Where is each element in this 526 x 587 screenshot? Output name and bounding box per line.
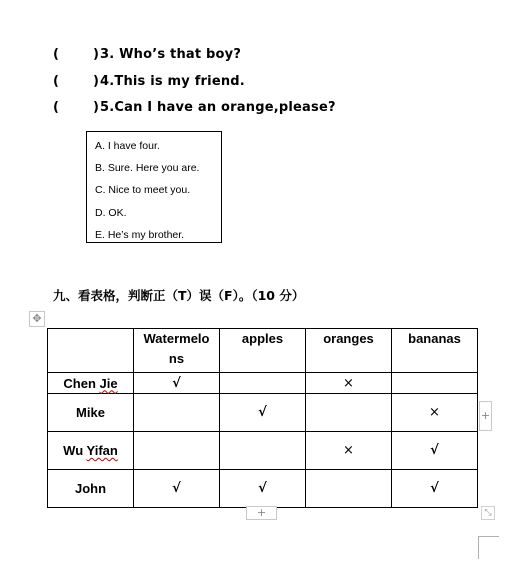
question-text: 3. Who’s that boy? xyxy=(100,47,242,62)
table-row xyxy=(48,373,478,394)
answer-paren-open: ( xyxy=(53,74,60,89)
answer-paren-open: ( xyxy=(53,100,60,115)
row-name xyxy=(63,376,117,391)
table-cell[interactable]: √ xyxy=(392,470,478,508)
table-cell[interactable] xyxy=(306,394,392,432)
option-a: A. I have four. xyxy=(95,140,160,152)
table-cell[interactable]: × xyxy=(392,394,478,432)
table-cell[interactable] xyxy=(392,373,478,394)
table-cell[interactable] xyxy=(306,470,392,508)
options-box xyxy=(86,131,222,243)
table-row xyxy=(48,432,478,470)
table-row xyxy=(48,470,478,508)
table-header-row xyxy=(48,329,478,373)
add-column-button[interactable]: + xyxy=(479,401,492,431)
answer-paren-close: ) xyxy=(93,74,100,89)
judgement-table xyxy=(47,328,478,508)
table-resize-icon[interactable]: ⤡ xyxy=(481,506,495,520)
add-row-button[interactable]: + xyxy=(246,506,277,520)
row-name-cell[interactable] xyxy=(48,394,134,432)
table-cell[interactable] xyxy=(220,432,306,470)
answer-paren-open: ( xyxy=(53,47,60,62)
table-cell[interactable] xyxy=(220,373,306,394)
table-cell[interactable]: √ xyxy=(220,470,306,508)
row-name: John xyxy=(74,481,107,496)
row-name xyxy=(63,443,118,458)
row-name-cell[interactable] xyxy=(48,432,134,470)
table-row xyxy=(48,394,478,432)
question-text: 4.This is my friend. xyxy=(100,74,245,89)
answer-paren-close: ) xyxy=(93,47,100,62)
row-name-first: Chen xyxy=(63,375,100,391)
table-cell[interactable]: √ xyxy=(392,432,478,470)
row-name-cell[interactable] xyxy=(48,470,134,508)
table-move-handle-icon[interactable]: ✥ xyxy=(29,311,45,327)
table-cell[interactable] xyxy=(134,432,220,470)
table-cell[interactable]: √ xyxy=(134,373,220,394)
row-name-spellcheck: Jie xyxy=(99,375,118,391)
option-b: B. Sure. Here you are. xyxy=(95,162,200,174)
table-cell[interactable]: × xyxy=(306,373,392,394)
page-corner-marker xyxy=(478,536,499,559)
header-cell-bananas[interactable]: bananas xyxy=(392,329,478,373)
row-name: Mike xyxy=(76,405,105,420)
header-cell-apples[interactable]: apples xyxy=(220,329,306,373)
table-cell[interactable]: √ xyxy=(134,470,220,508)
row-name-cell[interactable] xyxy=(48,373,134,394)
option-c: C. Nice to meet you. xyxy=(95,184,191,196)
option-d: D. OK. xyxy=(95,207,127,219)
table-cell[interactable]: √ xyxy=(220,394,306,432)
header-cell-watermelons[interactable]: Watermelo ns xyxy=(134,329,220,373)
row-name-spellcheck: Yifan xyxy=(86,443,118,458)
header-cell-oranges[interactable]: oranges xyxy=(306,329,392,373)
answer-paren-close: ) xyxy=(93,100,100,115)
section-heading: 九、看表格，判断正（T）误（F）。（10 分） xyxy=(53,288,305,303)
header-cell-empty[interactable] xyxy=(48,329,134,373)
option-e: E. He’s my brother. xyxy=(95,229,185,241)
row-name-first: Wu xyxy=(63,443,87,458)
question-text: 5.Can I have an orange,please? xyxy=(100,100,336,115)
table-cell[interactable] xyxy=(134,394,220,432)
table-cell[interactable]: × xyxy=(306,432,392,470)
